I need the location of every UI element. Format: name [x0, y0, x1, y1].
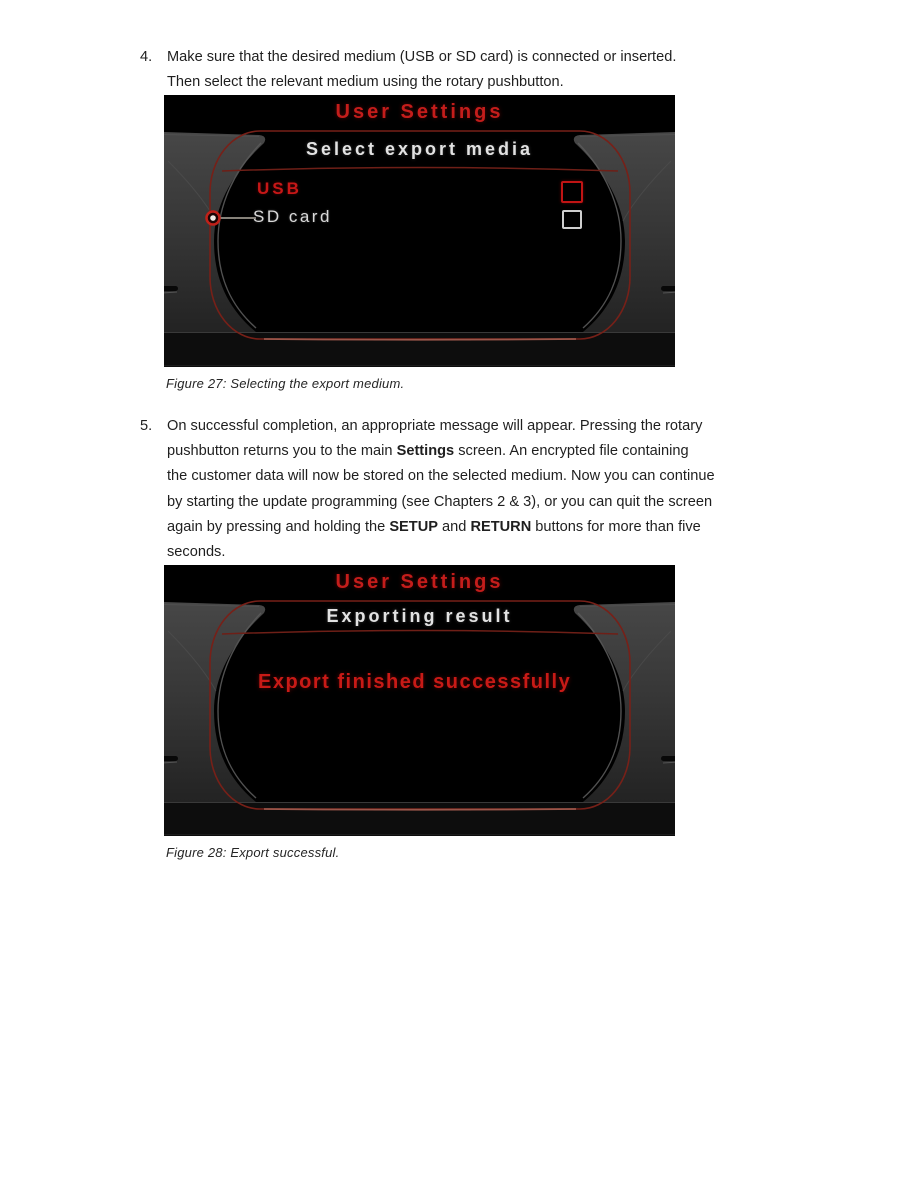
dashboard-lower-band: [164, 802, 675, 836]
mmi-bezel-graphics-1: [164, 95, 675, 367]
step-5-line-5: again by pressing and holding the SETUP and RETURN buttons for more than five: [167, 519, 701, 535]
step-5-line-3: the customer data will now be stored on the selected medium. Now you can continue: [167, 468, 715, 484]
screen2-title: User Settings: [335, 571, 504, 593]
mmi-screen-exporting-result: [164, 565, 675, 836]
step-5-line-1: On successful completion, an appropriate message will appear. Pressing the rotary: [167, 418, 703, 434]
step-4-line-2: Then select the relevant medium using the rotary pushbutton.: [167, 74, 564, 90]
subtitle-separator-arc: [222, 168, 618, 172]
step-5-number: 5.: [140, 418, 153, 434]
rotary-cursor-dot: [210, 215, 216, 221]
export-success-message: Export finished successfully: [258, 671, 572, 693]
usb-checkbox: [561, 181, 583, 203]
display-red-outline: [210, 131, 630, 339]
menu-item-usb: USB: [257, 179, 302, 198]
screen1-title: User Settings: [335, 101, 504, 123]
menu-item-sd-card: SD card: [253, 207, 332, 226]
display-bottom-arc: [264, 339, 576, 340]
right-edge-slot: [661, 756, 675, 761]
sd-card-checkbox: [562, 210, 582, 229]
subtitle-separator-arc: [222, 631, 618, 635]
left-edge-slot: [164, 756, 178, 761]
left-edge-slot: [164, 286, 178, 291]
display-bottom-arc: [264, 809, 576, 810]
screen1-subtitle: Select export media: [305, 139, 534, 159]
step-5-line-4: by starting the update programming (see Chapters 2 & 3), or you can quit the screen: [167, 494, 713, 510]
step-4-number: 4.: [140, 49, 153, 65]
mmi-screen-select-export-media: [164, 95, 675, 367]
step-4-line-1: Make sure that the desired medium (USB or SD card) is connected or inserted.: [167, 49, 677, 65]
figure-27-caption: Figure 27: Selecting the export medium.: [166, 376, 405, 391]
right-bezel-shape: [574, 602, 675, 802]
dashboard-lower-band: [164, 332, 675, 367]
right-bezel-shape: [574, 132, 675, 332]
right-edge-slot: [661, 286, 675, 291]
step-5-line-6: seconds.: [167, 544, 226, 560]
figure-28-caption: Figure 28: Export successful.: [166, 845, 340, 860]
step-5-line-2: pushbutton returns you to the main Settings screen. An encrypted file containing: [167, 443, 689, 459]
screen2-subtitle: Exporting result: [326, 606, 513, 626]
